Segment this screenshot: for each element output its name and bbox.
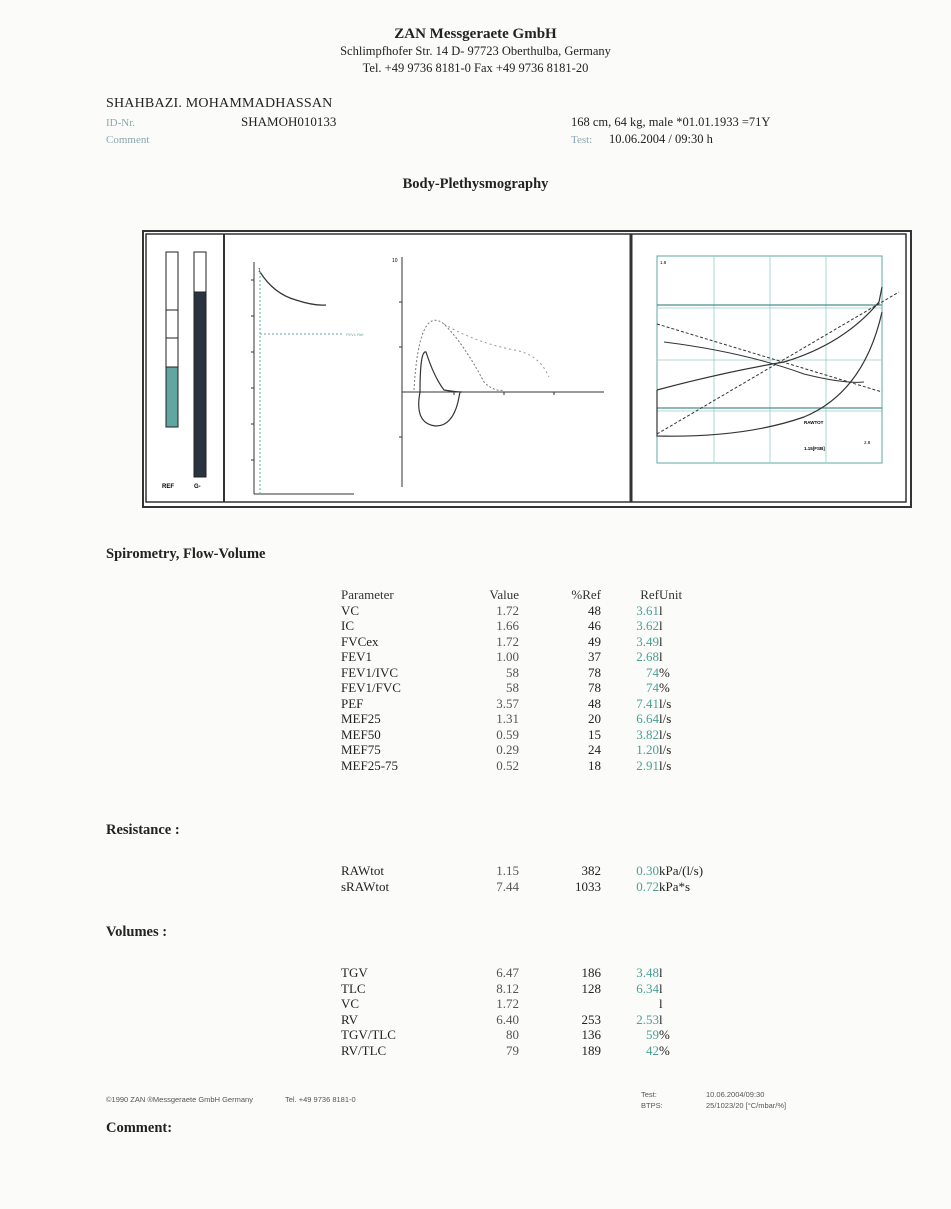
section-spirometry: Spirometry, Flow-Volume — [106, 546, 266, 562]
ref-cell: 59 — [646, 1027, 659, 1042]
graphs-svg — [144, 232, 910, 506]
footer-test-value: 10.06.2004/09:30 — [706, 1090, 765, 1099]
unit-cell: l — [659, 618, 663, 633]
param-cell: RV/TLC — [341, 1042, 387, 1058]
vt-axis-label: 1 — [258, 268, 261, 274]
unit-cell: kPa/(l/s) — [659, 863, 704, 878]
spirometry-table — [341, 587, 709, 773]
value-cell: 1.72 — [496, 996, 519, 1011]
unit-cell: l/s — [659, 757, 672, 773]
ref-cell: 2.53 — [636, 1011, 659, 1027]
graph-panel — [142, 230, 912, 508]
pct-ref-cell: 253 — [581, 1011, 601, 1027]
value-cell: 58 — [506, 664, 519, 680]
value-cell: 1.00 — [496, 649, 519, 664]
param-cell: sRAWtot — [341, 878, 390, 894]
test-datetime: 10.06.2004 / 09:30 h — [609, 132, 713, 146]
section-resistance: Resistance : — [106, 822, 180, 838]
unit-cell: l/s — [659, 711, 672, 726]
g-bar-top — [194, 252, 206, 292]
raw-axis-label-y: 1.8 — [660, 260, 667, 265]
resistance-row — [341, 863, 709, 879]
unit-cell: l/s — [659, 726, 672, 742]
ref-cell: 42 — [646, 1042, 659, 1058]
raw-axis-label-x: 2.8 — [864, 440, 871, 445]
pct-ref-cell: 78 — [588, 680, 601, 695]
footer-btps-label: BTPS: — [641, 1101, 663, 1110]
pct-ref-cell: 189 — [581, 1042, 601, 1058]
value-cell: 0.52 — [496, 757, 519, 773]
pct-ref-cell: 15 — [588, 726, 601, 742]
raw-grid — [657, 256, 882, 463]
value-cell: 80 — [506, 1027, 519, 1042]
pct-ref-cell: 48 — [588, 602, 601, 618]
fv-ref-curve-2 — [444, 324, 549, 377]
unit-cell: l — [659, 649, 663, 664]
unit-cell: l — [659, 965, 663, 980]
ref-cell: 74 — [646, 664, 659, 680]
spirometry-row — [341, 758, 709, 774]
value-cell: 7.44 — [496, 878, 519, 894]
param-cell: FEV1 — [341, 649, 373, 664]
raw-value: 1.15[FSB] — [804, 446, 825, 451]
volumes-row — [341, 965, 709, 981]
company-address: Schlimpfhofer Str. 14 D- 97723 Oberthulba, Germany — [340, 44, 611, 58]
unit-cell: l — [659, 602, 663, 618]
spirometry-row — [341, 618, 709, 634]
resistance-table — [341, 863, 709, 894]
pct-ref-cell: 18 — [588, 757, 601, 773]
value-cell: 1.72 — [496, 602, 519, 618]
ref-bar-fill — [166, 367, 178, 427]
ref-cell — [601, 996, 659, 1012]
param-cell: IC — [341, 618, 354, 633]
param-cell: MEF75 — [341, 742, 381, 757]
param-cell: TGV — [341, 965, 368, 980]
value-cell: 0.29 — [496, 742, 519, 757]
patient-id: SHAMOH010133 — [241, 114, 337, 129]
spirometry-row — [341, 696, 709, 712]
header-ref: Ref — [640, 587, 659, 602]
unit-cell: l — [659, 1011, 663, 1027]
raw-curve-falling — [664, 342, 864, 382]
test-label: Test: — [571, 134, 593, 146]
volumes-row — [341, 981, 709, 997]
pct-ref-cell: 1033 — [575, 878, 601, 894]
value-cell: 8.12 — [496, 980, 519, 996]
unit-cell: l/s — [659, 742, 672, 757]
ref-cell: 0.72 — [636, 878, 659, 894]
pct-ref-cell: 49 — [588, 633, 601, 649]
ref-cell: 3.61 — [636, 602, 659, 618]
header-pct-ref: %Ref — [571, 587, 601, 602]
header-parameter: Parameter — [341, 587, 394, 602]
param-cell: RAWtot — [341, 863, 385, 878]
spirometry-row — [341, 649, 709, 665]
footer-copyright: ©1990 ZAN ®Messgeraete GmbH Germany — [106, 1095, 253, 1104]
pct-ref-cell: 46 — [588, 618, 601, 633]
param-cell: VC — [341, 996, 360, 1011]
unit-cell: kPa*s — [659, 878, 691, 894]
pct-ref-cell: 37 — [588, 649, 601, 664]
pct-ref-cell: 382 — [581, 863, 601, 878]
unit-cell: l — [659, 980, 663, 996]
value-cell: 0.59 — [496, 726, 519, 742]
ref-cell: 3.62 — [636, 618, 659, 633]
spirometry-row — [341, 680, 709, 696]
param-cell: TLC — [341, 980, 366, 996]
param-cell: MEF50 — [341, 726, 381, 742]
section-volumes: Volumes : — [106, 924, 168, 940]
comment-label: Comment — [106, 134, 150, 146]
value-cell: 1.72 — [496, 633, 519, 649]
bar-g-label: G- — [194, 484, 201, 490]
unit-cell: l — [659, 633, 663, 649]
volumes-row — [341, 1012, 709, 1028]
value-cell: 1.15 — [496, 863, 519, 878]
ref-cell: 6.34 — [636, 980, 659, 996]
comment-heading: Comment: — [106, 1120, 173, 1136]
ref-cell: 1.20 — [636, 742, 659, 757]
param-cell: FEV1/IVC — [341, 664, 399, 680]
param-cell: FVCex — [341, 633, 379, 649]
unit-cell: % — [659, 1027, 670, 1042]
param-cell: PEF — [341, 695, 364, 711]
spirometry-row — [341, 742, 709, 758]
footer-phone: Tel. +49 9736 8181-0 — [285, 1095, 356, 1104]
pct-ref-cell: 186 — [581, 965, 601, 980]
volumes-table — [341, 965, 709, 1058]
ref-cell: 3.82 — [636, 726, 659, 742]
pct-ref-cell: 128 — [581, 980, 601, 996]
unit-cell: % — [659, 680, 670, 695]
patient-info: 168 cm, 64 kg, male *01.01.1933 =71Y — [571, 115, 771, 129]
fv-inspiratory-curve — [419, 392, 460, 426]
spirometry-row — [341, 711, 709, 727]
param-cell: MEF25-75 — [341, 757, 399, 773]
table-header — [341, 587, 709, 603]
pct-ref-cell: 136 — [581, 1027, 601, 1042]
vt-curve — [260, 272, 326, 305]
report-title: Body-Plethysmography — [402, 176, 549, 192]
param-cell: TGV/TLC — [341, 1027, 396, 1042]
pct-ref-cell: 48 — [588, 695, 601, 711]
ref-cell: 3.49 — [636, 633, 659, 649]
value-cell: 3.57 — [496, 695, 519, 711]
unit-cell: % — [659, 664, 670, 680]
ref-cell: 6.64 — [636, 711, 659, 726]
param-cell: MEF25 — [341, 711, 381, 726]
value-cell: 1.66 — [496, 618, 519, 633]
spirometry-row — [341, 603, 709, 619]
value-cell: 1.31 — [496, 711, 519, 726]
footer-btps-value: 25/1023/20 [°C/mbar/%] — [706, 1101, 787, 1110]
pct-ref-cell — [519, 996, 601, 1012]
value-cell: 6.47 — [496, 965, 519, 980]
pct-ref-cell: 24 — [588, 742, 601, 757]
value-cell: 58 — [506, 680, 519, 695]
resistance-row — [341, 879, 709, 895]
patient-name: SHAHBAZI. MOHAMMADHASSAN — [106, 96, 333, 111]
header-value: Value — [489, 587, 519, 602]
param-cell: RV — [341, 1011, 359, 1027]
company-name: ZAN Messgeraete GmbH — [394, 26, 557, 42]
param-cell: VC — [341, 602, 360, 618]
volumes-row — [341, 1043, 709, 1059]
fv-expiratory-curve — [420, 352, 462, 392]
fev-ref-label: FEV1 Ref — [346, 332, 364, 337]
company-phone: Tel. +49 9736 8181-0 Fax +49 9736 8181-20 — [362, 61, 589, 75]
spirometry-row — [341, 727, 709, 743]
raw-loop-upper — [657, 287, 882, 390]
volumes-row — [341, 1027, 709, 1043]
ref-cell: 7.41 — [636, 695, 659, 711]
ref-cell: 2.91 — [636, 757, 659, 773]
value-cell: 79 — [506, 1042, 519, 1058]
volumes-row — [341, 996, 709, 1012]
spirometry-row — [341, 634, 709, 650]
id-label: ID-Nr. — [106, 117, 136, 129]
spirometry-row — [341, 665, 709, 681]
ref-cell: 3.48 — [636, 965, 659, 980]
pct-ref-cell: 20 — [588, 711, 601, 726]
raw-plot-area — [657, 256, 882, 463]
param-cell: FEV1/FVC — [341, 680, 401, 695]
bar-ref-label: REF — [162, 484, 174, 490]
footer-test-label: Test: — [641, 1090, 657, 1099]
header-unit: Unit — [659, 587, 683, 602]
fv-ticks — [399, 302, 554, 437]
unit-cell: l — [659, 996, 663, 1011]
unit-cell: l/s — [659, 695, 672, 711]
ref-cell: 74 — [646, 680, 659, 695]
value-cell: 6.40 — [496, 1011, 519, 1027]
unit-cell: % — [659, 1042, 670, 1058]
fv-axis-label: 10 — [392, 258, 398, 264]
raw-label: RAWTOT — [804, 420, 824, 425]
ref-cell: 0.30 — [636, 863, 659, 878]
ref-cell: 2.68 — [636, 649, 659, 664]
pct-ref-cell: 78 — [588, 664, 601, 680]
